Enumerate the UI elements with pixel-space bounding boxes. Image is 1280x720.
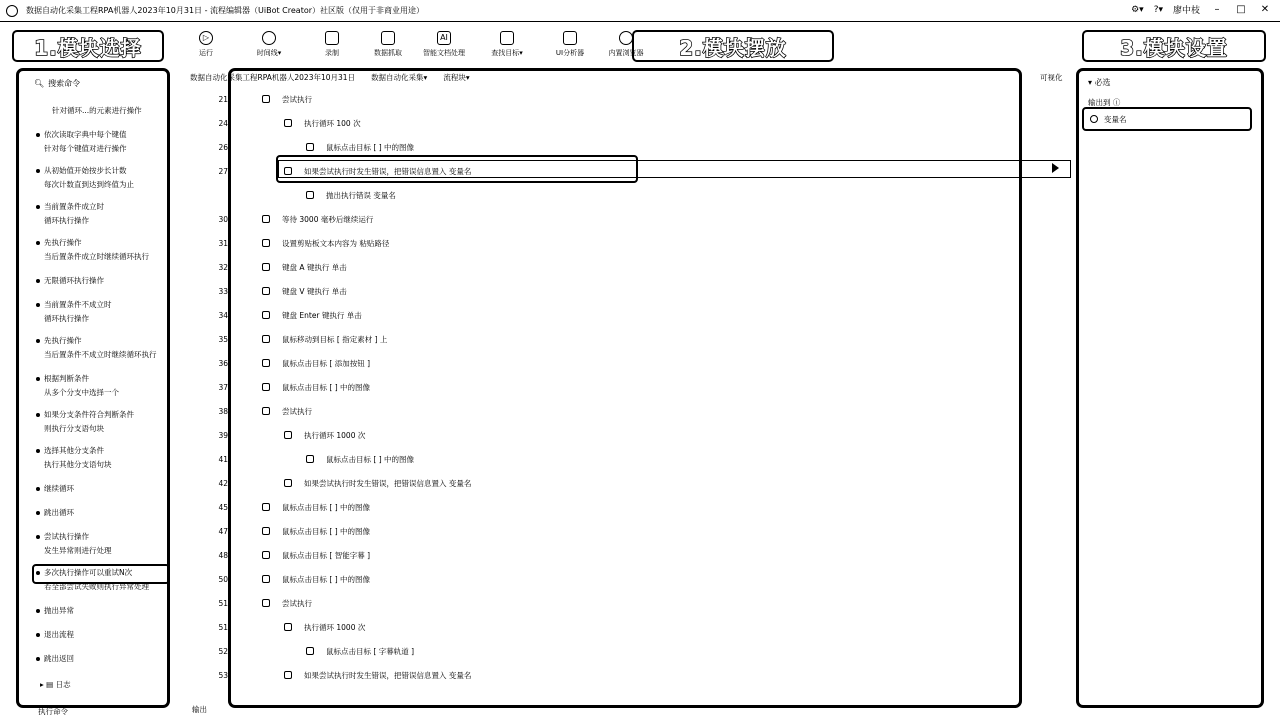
code-line[interactable] bbox=[200, 402, 1080, 420]
list-item[interactable]: 先执行操作 当后置条件不成立时继续循环执行 bbox=[36, 334, 157, 362]
code-text: 执行循环 1000 次 bbox=[304, 622, 366, 632]
line-number: 50 bbox=[218, 574, 228, 584]
label-module-select: 1.模块选择 bbox=[12, 30, 164, 62]
line-number: 37 bbox=[218, 382, 228, 392]
list-item[interactable]: 根据判断条件 从多个分支中选择一个 bbox=[36, 372, 119, 400]
line-number: 33 bbox=[218, 286, 228, 296]
code-line[interactable] bbox=[200, 354, 1080, 372]
command-icon bbox=[306, 143, 314, 151]
search-icon: 🔍︎ bbox=[34, 79, 45, 88]
output-tab[interactable]: 输出 bbox=[192, 705, 207, 714]
run-line-icon[interactable] bbox=[1052, 163, 1059, 173]
user-name[interactable]: 廖中枝 bbox=[1172, 6, 1200, 16]
code-line[interactable] bbox=[200, 90, 1080, 108]
close-icon[interactable]: ✕ bbox=[1260, 4, 1270, 15]
code-text: 鼠标点击目标 [ ] 中的图像 bbox=[326, 142, 415, 152]
list-item[interactable]: 无限循环执行操作 bbox=[36, 274, 104, 288]
list-item[interactable]: 先执行操作 当后置条件成立时继续循环执行 bbox=[36, 236, 149, 264]
code-text: 鼠标点击目标 [ 字幕轨道 ] bbox=[326, 646, 415, 656]
command-icon bbox=[262, 383, 270, 391]
ai-doc-button[interactable]: AI 智能文档处理 bbox=[416, 24, 472, 64]
command-icon bbox=[284, 431, 292, 439]
bullet-icon bbox=[36, 609, 40, 613]
run-button[interactable]: ▷ 运行 bbox=[178, 24, 234, 64]
breadcrumb-sub1[interactable]: 数据自动化采集▾ bbox=[371, 73, 428, 82]
list-item[interactable]: 抛出异常 bbox=[36, 604, 74, 618]
ui-analyzer-icon bbox=[563, 31, 577, 45]
command-icon bbox=[262, 407, 270, 415]
line-number: 51 bbox=[218, 622, 228, 632]
command-icon bbox=[262, 335, 270, 343]
list-item[interactable]: 退出流程 bbox=[36, 628, 74, 642]
bottom-status: 执行命令 bbox=[38, 707, 68, 716]
code-text: 鼠标点击目标 [ 智能字幕 ] bbox=[282, 550, 371, 560]
record-icon bbox=[325, 31, 339, 45]
code-text: 鼠标点击目标 [ ] 中的图像 bbox=[282, 502, 371, 512]
code-line[interactable] bbox=[200, 618, 1080, 636]
folder-icon: ▤ bbox=[46, 680, 56, 689]
app-logo-icon bbox=[6, 5, 18, 17]
required-section[interactable]: ▾ 必选 bbox=[1088, 78, 1111, 87]
code-line[interactable] bbox=[200, 522, 1080, 540]
visual-toggle[interactable]: 可视化 bbox=[1040, 73, 1063, 82]
code-line[interactable] bbox=[200, 282, 1080, 300]
code-text: 等待 3000 毫秒后继续运行 bbox=[282, 214, 374, 224]
code-text: 如果尝试执行时发生错误，把错误信息置入 变量名 bbox=[304, 670, 472, 680]
line-number: 47 bbox=[218, 526, 228, 536]
builtin-browser-button[interactable]: 内置浏览器 bbox=[598, 24, 654, 64]
line-number: 30 bbox=[218, 214, 228, 224]
output-variable-field[interactable]: 变量名 bbox=[1082, 107, 1252, 131]
command-icon bbox=[262, 311, 270, 319]
clock-icon bbox=[262, 31, 276, 45]
list-item[interactable]: 跳出返回 bbox=[36, 652, 74, 666]
code-text: 鼠标移动到目标 [ 指定素材 ] 上 bbox=[282, 334, 388, 344]
line-number: 53 bbox=[218, 670, 228, 680]
code-line[interactable] bbox=[200, 138, 1080, 156]
label-module-place: 2.模块摆放 bbox=[632, 30, 834, 62]
command-icon bbox=[262, 551, 270, 559]
code-text: 键盘 A 键执行 单击 bbox=[282, 262, 347, 272]
code-line[interactable] bbox=[200, 546, 1080, 564]
line-number: 39 bbox=[218, 430, 228, 440]
code-text: 尝试执行 bbox=[282, 598, 312, 608]
selected-module-highlight bbox=[276, 155, 638, 183]
command-icon bbox=[262, 527, 270, 535]
line-number: 27 bbox=[218, 166, 228, 176]
bullet-icon bbox=[36, 449, 40, 453]
collapse-icon: ▾ bbox=[1088, 78, 1095, 87]
line-number: 24 bbox=[218, 118, 228, 128]
line-number: 21 bbox=[218, 94, 228, 104]
command-icon bbox=[262, 359, 270, 367]
line-number: 26 bbox=[218, 142, 228, 152]
code-text: 如果尝试执行时发生错误，把错误信息置入 变量名 bbox=[304, 478, 472, 488]
breadcrumb-sub2[interactable]: 流程块▾ bbox=[443, 73, 470, 82]
code-line[interactable] bbox=[200, 234, 1080, 252]
label-module-settings: 3.模块设置 bbox=[1082, 30, 1266, 62]
line-number: 45 bbox=[218, 502, 228, 512]
code-text: 抛出执行错误 变量名 bbox=[326, 190, 396, 200]
code-line[interactable] bbox=[200, 498, 1080, 516]
bullet-icon bbox=[36, 133, 40, 137]
code-text: 如果尝试执行时发生错误，把错误信息置入 变量名 bbox=[304, 166, 472, 176]
code-text: 尝试执行 bbox=[282, 406, 312, 416]
code-line[interactable] bbox=[200, 210, 1080, 228]
list-item[interactable]: 当前置条件成立时 循环执行操作 bbox=[36, 200, 104, 228]
breadcrumb-path[interactable]: 数据自动化采集工程RPA机器人2023年10月31日 bbox=[190, 73, 356, 82]
code-text: 键盘 Enter 键执行 单击 bbox=[282, 310, 362, 320]
selected-command-highlight bbox=[32, 564, 170, 584]
line-number: 32 bbox=[218, 262, 228, 272]
bullet-icon bbox=[36, 633, 40, 637]
ai-doc-icon: AI bbox=[437, 31, 451, 45]
command-icon bbox=[262, 239, 270, 247]
window-title: 数据自动化采集工程RPA机器人2023年10月31日 - 流程编辑器（UiBot Creator）社区版（仅用于非商业用途） bbox=[26, 6, 425, 15]
bullet-icon bbox=[36, 413, 40, 417]
code-line[interactable] bbox=[200, 258, 1080, 276]
command-icon bbox=[262, 263, 270, 271]
toolbar bbox=[178, 24, 654, 64]
command-icon bbox=[284, 479, 292, 487]
line-number: 34 bbox=[218, 310, 228, 320]
line-number: 42 bbox=[218, 478, 228, 488]
record-button[interactable]: 录制 bbox=[304, 24, 360, 64]
settings-icon[interactable]: ⚙▾ bbox=[1131, 4, 1144, 15]
command-icon bbox=[306, 647, 314, 655]
list-item-selected[interactable]: 多次执行操作可以重试N次 若全部尝试失败则执行异常处理 bbox=[36, 566, 149, 594]
code-text: 鼠标点击目标 [ ] 中的图像 bbox=[282, 382, 371, 392]
code-line[interactable] bbox=[200, 114, 1080, 132]
line-number: 35 bbox=[218, 334, 228, 344]
command-icon bbox=[306, 191, 314, 199]
scrape-icon bbox=[381, 31, 395, 45]
list-item[interactable]: 尝试执行操作 发生异常则进行处理 bbox=[36, 530, 112, 558]
target-icon bbox=[500, 31, 514, 45]
command-icon bbox=[284, 623, 292, 631]
list-item[interactable]: 跳出循环 bbox=[36, 506, 74, 520]
list-item[interactable]: 继续循环 bbox=[36, 482, 74, 496]
help-icon[interactable]: ?▾ bbox=[1153, 4, 1163, 15]
search-row[interactable] bbox=[34, 78, 80, 89]
bullet-icon bbox=[36, 377, 40, 381]
bullet-icon bbox=[36, 169, 40, 173]
code-text: 尝试执行 bbox=[282, 94, 312, 104]
output-attr-label: 输出到 ⓘ bbox=[1088, 98, 1121, 107]
minimize-icon[interactable]: – bbox=[1214, 4, 1220, 15]
code-line[interactable] bbox=[200, 450, 1080, 468]
code-text: 设置剪贴板文本内容为 粘贴路径 bbox=[282, 238, 390, 248]
code-line[interactable] bbox=[200, 330, 1080, 348]
code-line[interactable] bbox=[200, 186, 1080, 204]
bullet-icon bbox=[36, 657, 40, 661]
bullet-icon bbox=[36, 487, 40, 491]
command-icon bbox=[284, 119, 292, 127]
properties-panel bbox=[1076, 68, 1264, 708]
bullet-icon bbox=[36, 205, 40, 209]
browser-icon bbox=[619, 31, 633, 45]
code-line[interactable] bbox=[200, 306, 1080, 324]
bullet-icon bbox=[36, 241, 40, 245]
timeline-button[interactable]: 时间线▾ bbox=[234, 24, 304, 64]
list-item[interactable]: 针对循环...的元素进行操作 bbox=[52, 106, 142, 115]
command-icon bbox=[262, 503, 270, 511]
bullet-icon bbox=[36, 535, 40, 539]
bullet-icon bbox=[36, 511, 40, 515]
expand-icon: ▸ bbox=[40, 680, 47, 689]
command-icon bbox=[262, 95, 270, 103]
find-target-button[interactable]: 查找目标▾ bbox=[472, 24, 542, 64]
line-number: 38 bbox=[218, 406, 228, 416]
code-text: 鼠标点击目标 [ ] 中的图像 bbox=[282, 574, 371, 584]
list-item[interactable]: 依次读取字典中每个键值 针对每个键值对进行操作 bbox=[36, 128, 127, 156]
play-icon: ▷ bbox=[199, 31, 213, 45]
code-text: 鼠标点击目标 [ ] 中的图像 bbox=[282, 526, 371, 536]
bullet-icon bbox=[36, 303, 40, 307]
bullet-icon bbox=[36, 279, 40, 283]
code-line[interactable] bbox=[200, 642, 1080, 660]
line-number: 36 bbox=[218, 358, 228, 368]
list-item[interactable]: 选择其他分支条件 执行其他分支语句块 bbox=[36, 444, 112, 472]
breadcrumb bbox=[190, 72, 470, 83]
list-item[interactable]: 当前置条件不成立时 循环执行操作 bbox=[36, 298, 112, 326]
line-number: 41 bbox=[218, 454, 228, 464]
command-icon bbox=[262, 575, 270, 583]
code-line[interactable] bbox=[200, 570, 1080, 588]
line-number: 52 bbox=[218, 646, 228, 656]
command-icon bbox=[306, 455, 314, 463]
code-text: 鼠标点击目标 [ 添加按钮 ] bbox=[282, 358, 371, 368]
titlebar-right bbox=[1131, 3, 1272, 16]
list-item[interactable]: 如果分支条件符合判断条件 则执行分支语句块 bbox=[36, 408, 134, 436]
code-text: 鼠标点击目标 [ ] 中的图像 bbox=[326, 454, 415, 464]
title-bar bbox=[0, 0, 1280, 22]
code-line[interactable] bbox=[200, 666, 1080, 684]
code-line[interactable] bbox=[200, 474, 1080, 492]
data-scrape-button[interactable]: 数据抓取 bbox=[360, 24, 416, 64]
code-line[interactable] bbox=[200, 378, 1080, 396]
line-number: 31 bbox=[218, 238, 228, 248]
maximize-icon[interactable]: □ bbox=[1236, 4, 1246, 15]
command-icon bbox=[262, 215, 270, 223]
command-icon bbox=[262, 599, 270, 607]
code-text: 键盘 V 键执行 单击 bbox=[282, 286, 347, 296]
code-text: 执行循环 100 次 bbox=[304, 118, 361, 128]
line-number: 51 bbox=[218, 598, 228, 608]
command-icon bbox=[262, 287, 270, 295]
search-input[interactable]: 搜索命令 bbox=[48, 79, 81, 88]
ui-analyzer-button[interactable]: UI分析器 bbox=[542, 24, 598, 64]
code-line[interactable] bbox=[200, 594, 1080, 612]
code-text: 执行循环 1000 次 bbox=[304, 430, 366, 440]
command-icon bbox=[284, 671, 292, 679]
bullet-icon bbox=[36, 339, 40, 343]
list-item[interactable]: 从初始值开始按步长计数 每次计数直到达到终值为止 bbox=[36, 164, 134, 192]
tree-group-log[interactable]: ▸ ▤ 日志 bbox=[40, 680, 71, 689]
code-line[interactable] bbox=[200, 426, 1080, 444]
line-number: 48 bbox=[218, 550, 228, 560]
variable-icon bbox=[1090, 115, 1098, 123]
